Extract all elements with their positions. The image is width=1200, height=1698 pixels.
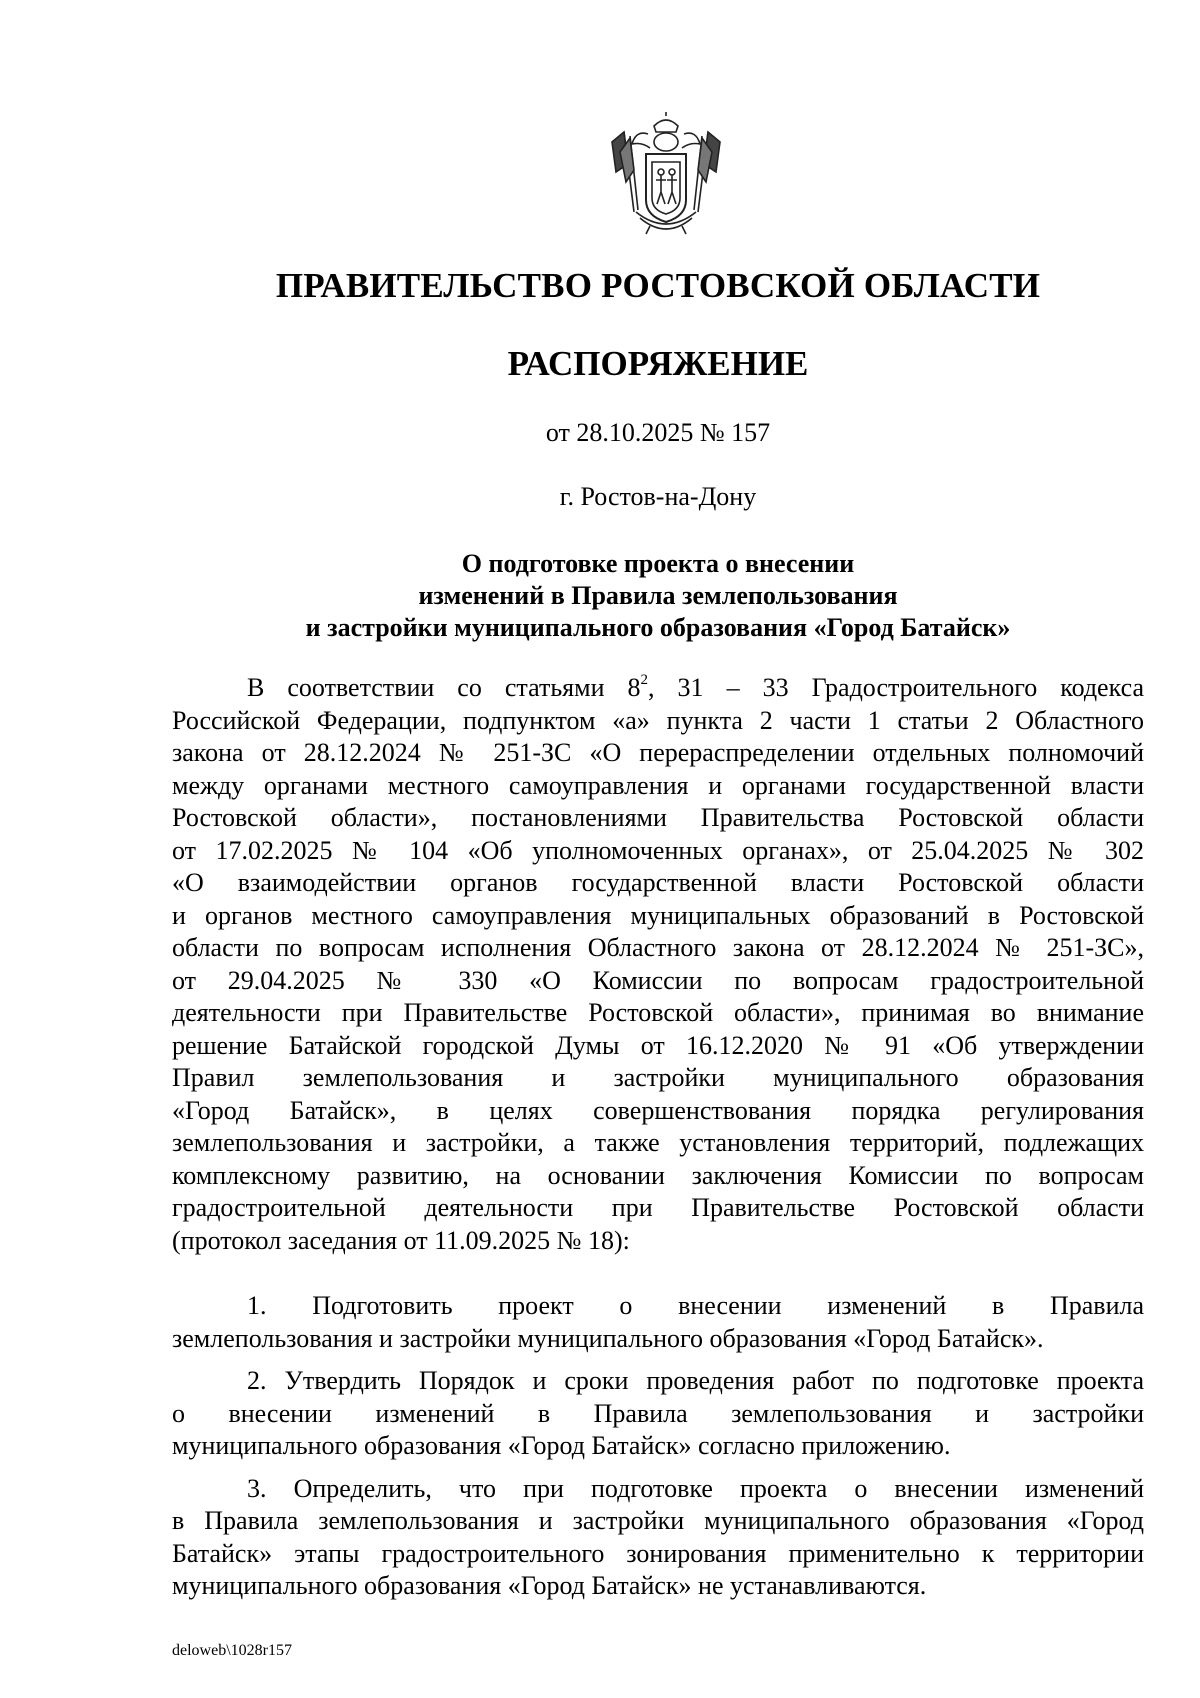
preamble-line: решение Батайской городской Думы от 16.12.2020 № 91 «Об утверждении xyxy=(172,1030,1144,1060)
article-superscript: 2 xyxy=(640,672,649,688)
subject-line: изменений в Правила землепользования xyxy=(418,581,898,610)
preamble-line: Ростовской области», постановлениями Правительства Ростовской области xyxy=(172,803,1144,832)
rostov-oblast-coat-of-arms-icon xyxy=(606,112,726,240)
preamble-line: комплексному развитию, на основании заключения Комиссии по вопросам xyxy=(172,1160,1144,1190)
item-line: землепользования и застройки муниципального образования «Город Батайск». xyxy=(172,1323,1044,1353)
preamble-line: области по вопросам исполнения Областного закона от 28.12.2024 № 251-ЗС», xyxy=(172,933,1144,962)
preamble-line: закона от 28.12.2024 № 251-ЗС «О перераспределении отдельных полномочий xyxy=(172,738,1144,767)
document-subject xyxy=(172,548,1144,644)
resolution-item-1 xyxy=(172,1290,1144,1355)
resolution-item-2 xyxy=(172,1365,1144,1463)
resolution-items xyxy=(172,1290,1144,1603)
preamble-line: «О взаимодействии органов государственной власти Ростовской области xyxy=(172,868,1144,897)
preamble-line: между органами местного самоуправления и органами государственной власти xyxy=(172,770,1144,800)
preamble-line: от 17.02.2025 № 104 «Об уполномоченных органах», от 25.04.2025 № 302 xyxy=(172,835,1144,865)
item-line: муниципального образования «Город Батайск» согласно приложению. xyxy=(172,1431,951,1460)
item-line: Батайск» этапы градостроительного зонирования применительно к территории xyxy=(172,1538,1144,1568)
subject-line: и застройки муниципального образования «Город Батайск» xyxy=(305,613,1011,642)
preamble-line: (протокол заседания от 11.09.2025 № 18): xyxy=(172,1225,630,1255)
item-line: 3. Определить, что при подготовке проекта о внесении изменений xyxy=(247,1473,1144,1503)
item-line: в Правила землепользования и застройки муниципального образования «Город xyxy=(172,1506,1144,1535)
preamble-line xyxy=(172,672,1144,705)
document-city: г. Ростов-на-Дону xyxy=(559,482,757,511)
preamble-line: от 29.04.2025 № 330 «О Комиссии по вопросам градостроительной xyxy=(172,965,1144,995)
document-type: РАСПОРЯЖЕНИЕ xyxy=(507,344,809,383)
file-reference: deloweb\1028r157 xyxy=(172,1642,292,1659)
item-line: 1. Подготовить проект о внесении изменений в Правила xyxy=(247,1291,1144,1320)
preamble-line: Правил землепользования и застройки муниципального образования xyxy=(172,1063,1144,1092)
preamble-line: и органов местного самоуправления муниципальных образований в Ростовской xyxy=(172,900,1144,930)
item-line: муниципального образования «Город Батайск» не устанавливаются. xyxy=(172,1571,927,1600)
resolution-item-3 xyxy=(172,1473,1144,1603)
preamble-line: градостроительной деятельности при Правительстве Ростовской области xyxy=(172,1193,1144,1222)
preamble-paragraph xyxy=(172,672,1144,1257)
preamble-text: В соответствии со статьями 8 xyxy=(247,673,641,702)
preamble-text: , 31 – 33 Градостроительного кодекса xyxy=(648,673,1144,702)
item-line: о внесении изменений в Правила землепользования и застройки xyxy=(172,1398,1144,1428)
item-line: 2. Утвердить Порядок и сроки проведения работ по подготовке проекта xyxy=(247,1366,1144,1395)
preamble-line: землепользования и застройки, а также установления территорий, подлежащих xyxy=(172,1128,1144,1157)
subject-line: О подготовке проекта о внесении xyxy=(461,549,855,578)
preamble-line: «Город Батайск», в целях совершенствования порядка регулирования xyxy=(172,1095,1144,1125)
preamble-line: деятельности при Правительстве Ростовской области», принимая во внимание xyxy=(172,998,1144,1027)
authority-title: ПРАВИТЕЛЬСТВО РОСТОВСКОЙ ОБЛАСТИ xyxy=(275,266,1041,305)
preamble-line: Российской Федерации, подпунктом «а» пункта 2 части 1 статьи 2 Областного xyxy=(172,705,1144,735)
document-date-number: от 28.10.2025 № 157 xyxy=(545,418,771,447)
